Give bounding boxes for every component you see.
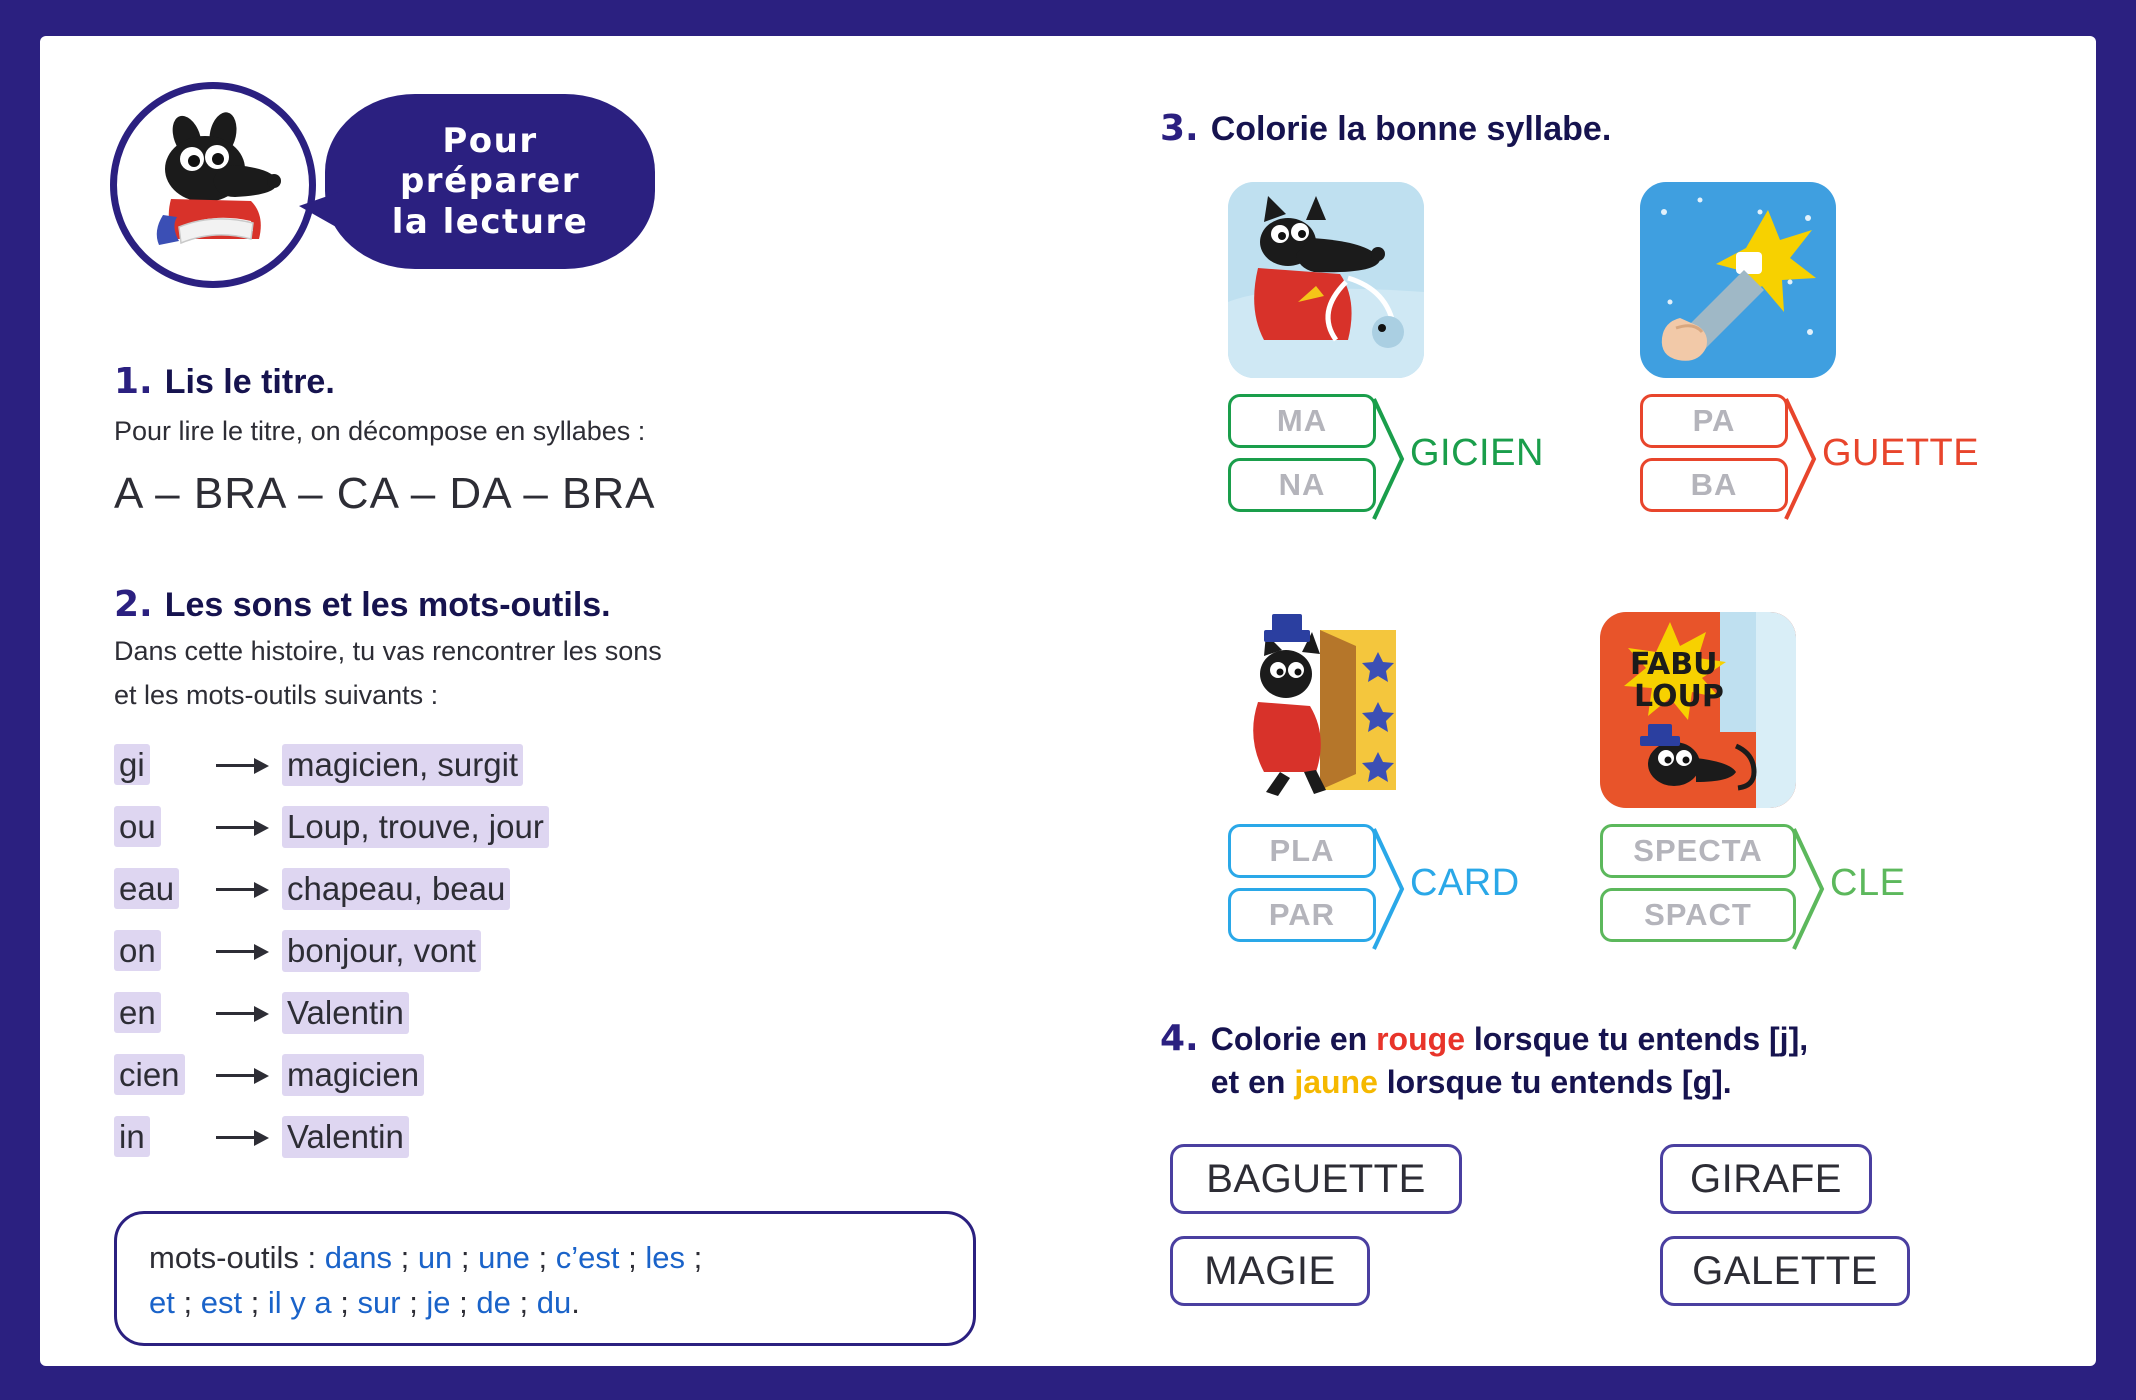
- bracket-icon: [1784, 397, 1818, 509]
- choice-chips: [1228, 394, 1376, 512]
- speech-bubble-text: [392, 121, 589, 241]
- mot-outil: les: [645, 1240, 685, 1275]
- mots-outils-line-1: mots-outils : dans ; un ; une ; c’est ; les ;: [149, 1240, 703, 1275]
- syllable-choice-chip[interactable]: NA: [1228, 458, 1376, 512]
- syllable-choice-chip[interactable]: PA: [1640, 394, 1788, 448]
- mot-outil: du: [536, 1284, 572, 1320]
- exercise-4: [1160, 1018, 2060, 1320]
- exercise-2-header: [114, 584, 1074, 625]
- exercise-3: [1160, 108, 2060, 932]
- sound-key: cien: [114, 1054, 185, 1095]
- sound-row: [114, 796, 1074, 858]
- mot-outil: et: [149, 1284, 175, 1320]
- mot-outil: je: [426, 1284, 451, 1320]
- exercise-2: [114, 584, 1074, 1168]
- mot-outil: est: [200, 1284, 243, 1320]
- sound-words: chapeau, beau: [282, 868, 510, 910]
- sound-words: Valentin: [282, 1116, 409, 1158]
- exercise-4-title-part-3: et en: [1210, 1064, 1295, 1101]
- speech-bubble: [325, 94, 655, 269]
- word-box[interactable]: GIRAFE: [1660, 1144, 1872, 1214]
- mot-outil: il y a: [267, 1284, 332, 1320]
- sound-key: on: [114, 930, 161, 971]
- mascot-header: [110, 74, 770, 324]
- left-column: [90, 56, 1100, 1346]
- word-ending: GUETTE: [1822, 431, 1980, 474]
- wolf-reading-icon: [135, 107, 285, 257]
- exercise-4-title-part-4: lorsque tu entends [g].: [1377, 1064, 1732, 1101]
- arrow-icon: [212, 751, 276, 779]
- exercise-1-header: [114, 361, 1074, 402]
- sound-row: [114, 982, 1074, 1044]
- exercise-4-title-part-2: lorsque tu entends [j],: [1464, 1021, 1809, 1057]
- exercise-1-number: 1.: [114, 361, 153, 402]
- mot-outil: dans: [324, 1240, 392, 1275]
- sound-row: [114, 734, 1074, 796]
- wolf-magician-illustration: [1228, 182, 1424, 378]
- bracket-icon: [1792, 827, 1826, 939]
- sound-key: en: [114, 992, 161, 1033]
- syllable-choice-chip[interactable]: MA: [1228, 394, 1376, 448]
- bubble-line-3: la lecture: [391, 201, 589, 242]
- exercise-2-intro-line-2: et les mots-outils suivants :: [114, 680, 439, 711]
- word-box[interactable]: GALETTE: [1660, 1236, 1910, 1306]
- title-syllables: A – BRA – CA – DA – BRA: [114, 469, 656, 518]
- word-ending: CLE: [1830, 861, 1906, 904]
- choice-group: [1228, 394, 1544, 512]
- worksheet-page: [40, 36, 2096, 1366]
- word-grid: [1160, 1130, 2060, 1320]
- syllable-choice-chip[interactable]: PLA: [1228, 824, 1376, 878]
- syllable-choice-chip[interactable]: PAR: [1228, 888, 1376, 942]
- arrow-icon: [212, 999, 276, 1027]
- exercise-4-header: [1160, 1018, 2060, 1104]
- sound-key: ou: [114, 806, 161, 847]
- arrow-icon: [212, 937, 276, 965]
- mots-outils-box: [114, 1211, 976, 1346]
- exercise-2-title: Les sons et les mots-outils.: [164, 586, 611, 624]
- syllable-choice-chip[interactable]: SPACT: [1600, 888, 1796, 942]
- exercise-4-title-part-1: Colorie en: [1210, 1021, 1377, 1057]
- syllable-choice-chip[interactable]: BA: [1640, 458, 1788, 512]
- exercise-1: [114, 361, 1074, 519]
- sound-key: in: [114, 1116, 150, 1157]
- sound-words: Valentin: [282, 992, 409, 1034]
- bubble-line-2: préparer: [399, 161, 581, 202]
- sound-rows: [114, 734, 1074, 1168]
- sound-key: eau: [114, 868, 179, 909]
- sound-row: [114, 1044, 1074, 1106]
- exercise-2-number: 2.: [114, 584, 153, 625]
- cat-magician-door-illustration: [1228, 612, 1424, 808]
- choice-chips: [1600, 824, 1796, 942]
- word-ending: CARD: [1410, 861, 1520, 904]
- word-box[interactable]: MAGIE: [1170, 1236, 1370, 1306]
- mot-outil: de: [476, 1284, 511, 1320]
- bracket-icon: [1372, 827, 1406, 939]
- bracket-icon: [1372, 397, 1406, 509]
- exercise-4-title-yellow: jaune: [1294, 1064, 1378, 1101]
- mot-outil: c’est: [555, 1240, 620, 1275]
- arrow-icon: [212, 1123, 276, 1151]
- choice-chips: [1228, 824, 1376, 942]
- choice-group: [1228, 824, 1520, 942]
- mots-outils-label: mots-outils :: [149, 1240, 317, 1275]
- exercise-4-title: [1211, 1018, 1808, 1104]
- word-ending: GICIEN: [1410, 431, 1544, 474]
- choice-group: [1600, 824, 1905, 942]
- syllable-item: [1600, 612, 1905, 942]
- exercise-4-title-red: rouge: [1376, 1021, 1465, 1057]
- wolf-avatar: [110, 82, 316, 288]
- svg-text:FABU: FABU: [1630, 647, 1718, 682]
- right-column: [1160, 56, 2060, 1346]
- magic-wand-illustration: [1640, 182, 1836, 378]
- mot-outil: sur: [357, 1284, 401, 1320]
- fabuloup-book-illustration: [1600, 612, 1796, 808]
- mots-outils-line-2: et ; est ; il y a ; sur ; je ; de ; du.: [149, 1284, 580, 1320]
- arrow-icon: [212, 813, 276, 841]
- sound-key: gi: [114, 744, 150, 785]
- sound-words: bonjour, vont: [282, 930, 481, 972]
- sound-words: magicien: [282, 1054, 424, 1096]
- arrow-icon: [212, 875, 276, 903]
- word-box[interactable]: BAGUETTE: [1170, 1144, 1462, 1214]
- mot-outil: un: [417, 1240, 453, 1275]
- mot-outil: une: [478, 1240, 530, 1275]
- exercise-3-number: 3.: [1160, 108, 1199, 149]
- syllable-item: [1228, 612, 1520, 942]
- svg-text:LOUP: LOUP: [1634, 679, 1724, 714]
- syllable-item: [1228, 182, 1544, 512]
- exercise-1-intro: Pour lire le titre, on décompose en syllabes :: [114, 416, 646, 446]
- arrow-icon: [212, 1061, 276, 1089]
- exercise-3-header: [1160, 108, 2060, 149]
- choice-chips: [1640, 394, 1788, 512]
- bubble-line-1: Pour: [442, 121, 538, 162]
- sound-row: [114, 858, 1074, 920]
- choice-group: [1640, 394, 1979, 512]
- sound-row: [114, 1106, 1074, 1168]
- sound-words: magicien, surgit: [282, 744, 523, 786]
- exercise-3-title: Colorie la bonne syllabe.: [1210, 110, 1612, 148]
- exercise-4-number: 4.: [1160, 1018, 1199, 1059]
- syllable-item: [1640, 182, 1979, 512]
- sound-row: [114, 920, 1074, 982]
- exercise-2-intro-line-1: Dans cette histoire, tu vas rencontrer les sons: [114, 636, 662, 666]
- syllable-choice-chip[interactable]: SPECTA: [1600, 824, 1796, 878]
- exercise-1-title: Lis le titre.: [164, 363, 335, 401]
- sound-words: Loup, trouve, jour: [282, 806, 549, 848]
